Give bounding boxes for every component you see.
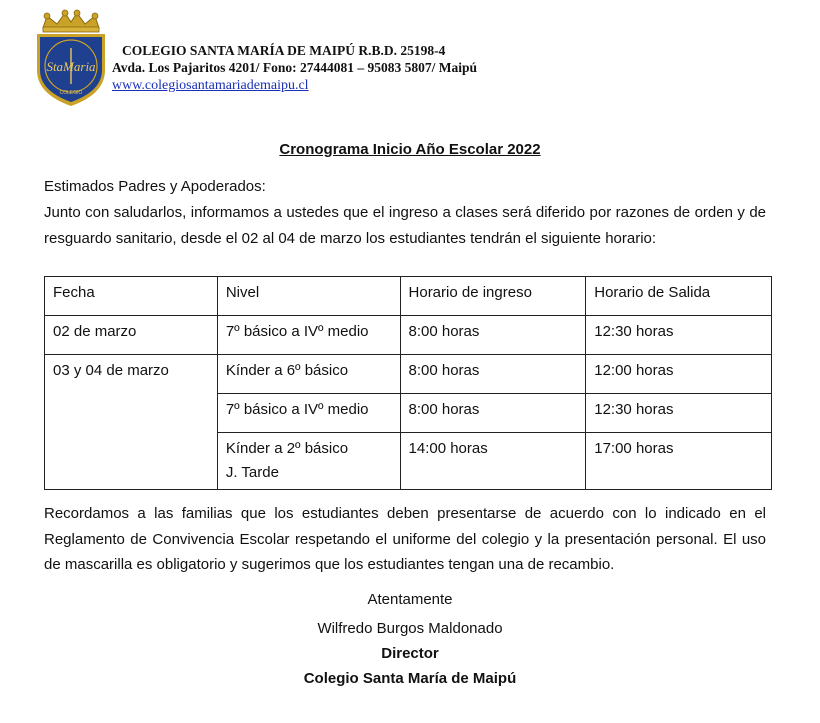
- header-nivel: Nivel: [217, 277, 400, 316]
- school-name-line: COLEGIO SANTA MARÍA DE MAIPÚ R.B.D. 25198-4: [122, 43, 446, 58]
- cell-salida: 12:30 horas: [586, 394, 772, 433]
- svg-text:COLEGIO: COLEGIO: [59, 90, 83, 96]
- signature-role: Director: [381, 645, 439, 662]
- document-title: Cronograma Inicio Año Escolar 2022: [279, 141, 541, 158]
- cell-salida: 12:30 horas: [586, 316, 772, 355]
- signature-name: Wilfredo Burgos Maldonado: [317, 620, 503, 637]
- website-link[interactable]: www.colegiosantamariademaipu.cl: [112, 78, 309, 93]
- cell-ingreso: 14:00 horas: [400, 433, 586, 490]
- cell-nivel-line2: J. Tarde: [225, 464, 279, 481]
- cell-ingreso: 8:00 horas: [400, 394, 586, 433]
- signature-school: Colegio Santa María de Maipú: [303, 670, 517, 687]
- cell-ingreso: 8:00 horas: [400, 355, 586, 394]
- crown-icon: [43, 10, 99, 32]
- header-ingreso: Horario de ingreso: [400, 277, 586, 316]
- schedule-table: [44, 276, 772, 490]
- svg-text:StaMaria: StaMaria: [46, 59, 96, 74]
- cell-fecha: 03 y 04 de marzo: [45, 355, 218, 490]
- table-row: [45, 355, 772, 394]
- letterhead: [112, 42, 477, 94]
- header-salida: Horario de Salida: [586, 277, 772, 316]
- cell-nivel: 7º básico a IVº medio: [217, 394, 400, 433]
- cell-fecha: 02 de marzo: [45, 316, 218, 355]
- cell-ingreso: 8:00 horas: [400, 316, 586, 355]
- cell-nivel: 7º básico a IVº medio: [217, 316, 400, 355]
- header-fecha: Fecha: [45, 277, 218, 316]
- table-row: [45, 316, 772, 355]
- cell-nivel-line1: Kínder a 2º básico: [225, 440, 349, 457]
- closing-paragraph: Recordamos a las familias que los estudiantes deben presentarse de acuerdo con lo indicado en el Reglamento de Convivencia Escolar respetando el uniforme del colegio y la presentación personal. El uso de mascarilla es obligatorio y sugerimos que los estudiantes tengan una de recambio.: [44, 505, 766, 573]
- intro-paragraph: Junto con saludarlos, informamos a ustedes que el ingreso a clases será diferido por razones de orden y de resguardo sanitario, desde el 02 al 04 de marzo los estudiantes tendrán el siguiente horario:: [44, 204, 766, 247]
- greeting: Estimados Padres y Apoderados:: [44, 178, 266, 195]
- cell-salida: 17:00 horas: [586, 433, 772, 490]
- cell-nivel: Kínder a 6º básico: [217, 355, 400, 394]
- cell-salida: 12:00 horas: [586, 355, 772, 394]
- signature-closing: Atentamente: [367, 591, 453, 608]
- cell-nivel: [217, 433, 400, 490]
- address-line: Avda. Los Pajaritos 4201/ Fono: 27444081 – 95083 5807/ Maipú: [112, 60, 478, 75]
- table-header-row: [45, 277, 772, 316]
- school-logo: [33, 8, 109, 108]
